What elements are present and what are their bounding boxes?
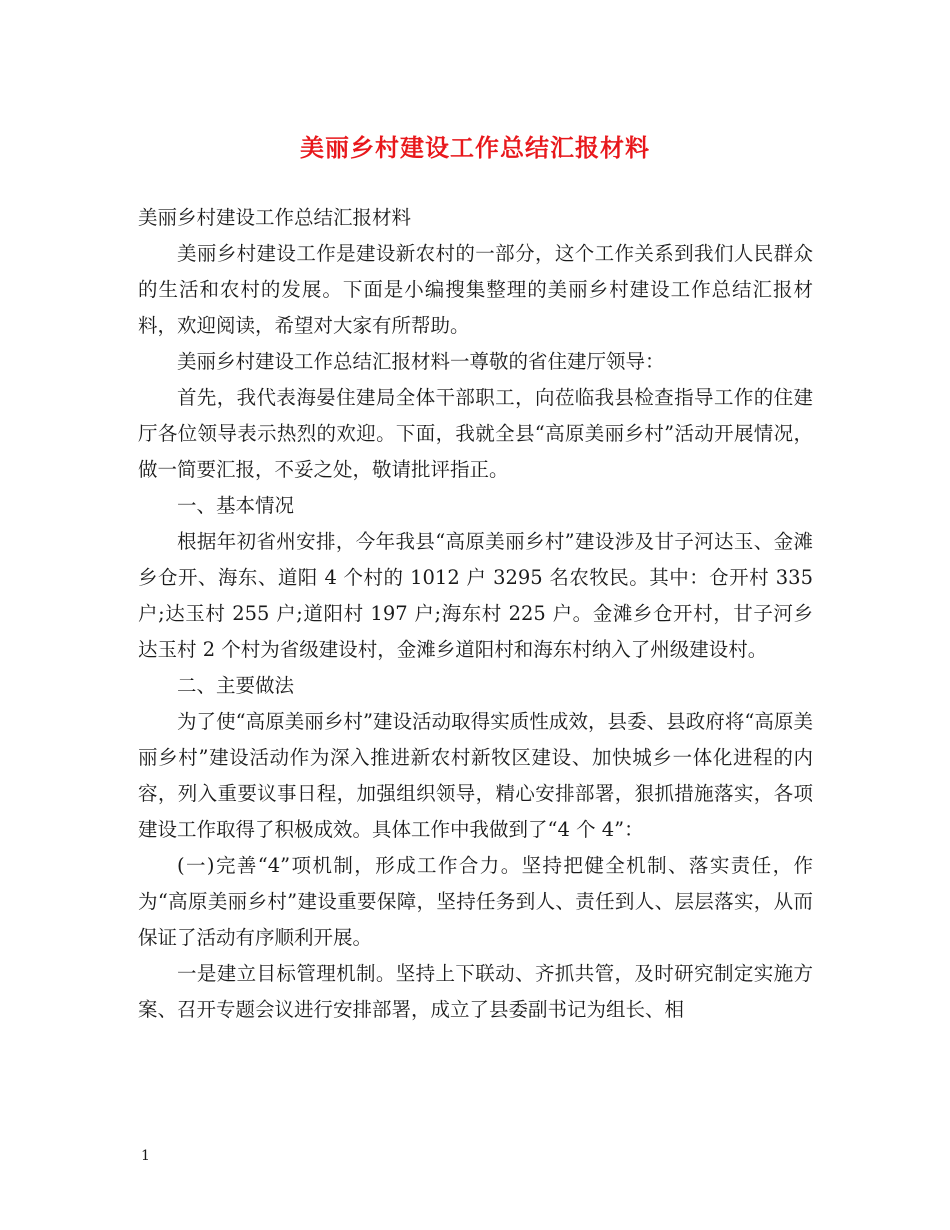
document-body xyxy=(138,200,813,1028)
paragraph-subtitle: 美丽乡村建设工作总结汇报材料 xyxy=(138,206,412,229)
paragraph-basic-situation: 根据年初省州安排，今年我县“高原美丽乡村”建设涉及甘子河达玉、金滩乡仓开、海东、道阳 4 个村的 1012 户 3295 名农牧民。其中：仓开村 335 户;达玉村 255 户;道阳村 197 户;海东村 225 户。金滩乡仓开村，甘子河乡达玉村 2 个村为省级建设村，金滩乡道阳村和海东村纳入了州级建设村。 xyxy=(138,530,813,661)
paragraph-target-management: 一是建立目标管理机制。坚持上下联动、齐抓共管，及时研究制定实施方案、召开专题会议进行安排部署，成立了县委副书记为组长、相 xyxy=(138,962,813,1021)
section-heading-basic-situation: 一、基本情况 xyxy=(177,494,295,517)
paragraph-main-methods: 为了使“高原美丽乡村”建设活动取得实质性成效，县委、县政府将“高原美丽乡村”建设活动作为深入推进新农村新牧区建设、加快城乡一体化进程的内容，列入重要议事日程，加强组织领导，精心安排部署，狠抓措施落实，各项建设工作取得了积极成效。具体工作中我做到了“4 个 4”： xyxy=(138,710,813,841)
page-number: 1 xyxy=(141,1148,150,1164)
paragraph-intro: 美丽乡村建设工作是建设新农村的一部分，这个工作关系到我们人民群众的生活和农村的发展。下面是小编搜集整理的美丽乡村建设工作总结汇报材料，欢迎阅读，希望对大家有所帮助。 xyxy=(138,242,813,337)
paragraph-welcome: 首先，我代表海晏住建局全体干部职工，向莅临我县检查指导工作的住建厅各位领导表示热烈的欢迎。下面，我就全县“高原美丽乡村”活动开展情况，做一简要汇报，不妥之处，敬请批评指正。 xyxy=(138,386,813,481)
section-heading-main-methods: 二、主要做法 xyxy=(177,674,295,697)
paragraph-mechanisms: (一)完善“4”项机制，形成工作合力。坚持把健全机制、落实责任，作为“高原美丽乡村”建设重要保障，坚持任务到人、责任到人、层层落实，从而保证了活动有序顺利开展。 xyxy=(138,854,813,949)
document-title: 美丽乡村建设工作总结汇报材料 xyxy=(300,133,650,162)
paragraph-salutation: 美丽乡村建设工作总结汇报材料一尊敬的省住建厅领导： xyxy=(177,350,665,373)
